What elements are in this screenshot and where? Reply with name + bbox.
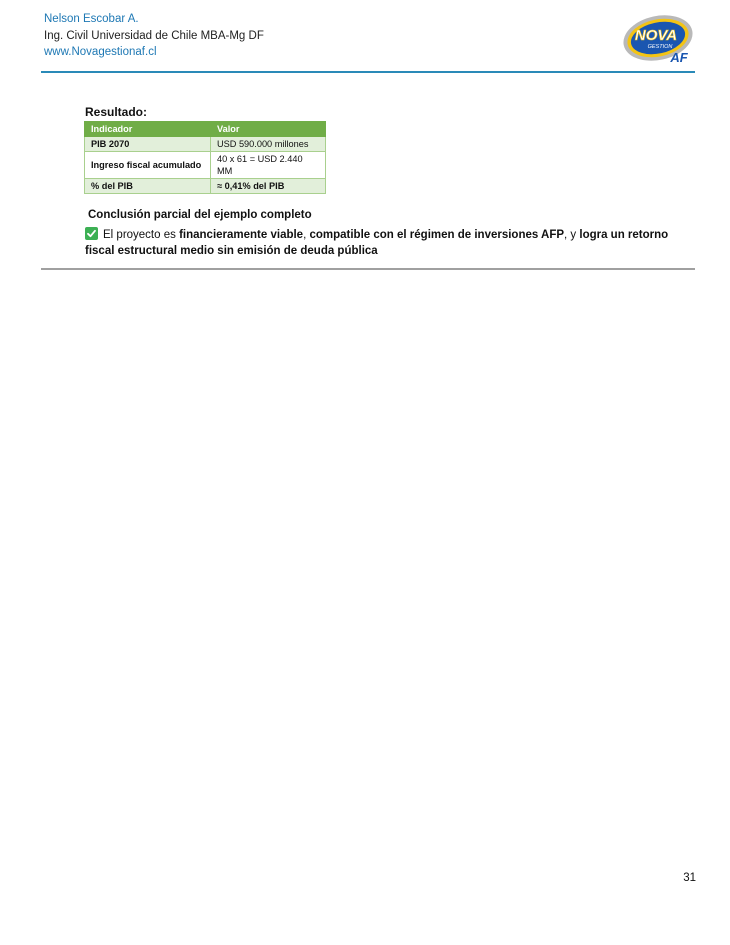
svg-text:NOVA: NOVA — [634, 27, 678, 44]
table-row — [85, 152, 326, 179]
conclusion-text: El proyecto es — [103, 229, 180, 241]
table-cell: 40 x 61 = USD 2.440 MM — [211, 152, 326, 179]
result-title: Resultado: — [85, 105, 148, 119]
table-cell: % del PIB — [85, 179, 211, 194]
svg-text:GESTION: GESTION — [647, 44, 673, 50]
table-header-row — [85, 122, 326, 137]
conclusion-emphasis: logra un retorno fiscal estructural medio sin emisión de deuda pública — [85, 229, 669, 257]
author-degree: Ing. Civil Universidad de Chile MBA-Mg DF — [44, 29, 264, 42]
checkmark-icon — [85, 227, 98, 240]
table-row — [85, 179, 326, 194]
conclusion-emphasis: compatible con el régimen de inversiones AFP — [309, 229, 565, 241]
table-row — [85, 137, 326, 152]
column-header: Indicador — [85, 122, 211, 137]
header-divider — [41, 71, 695, 73]
svg-text:AF: AF — [670, 50, 688, 65]
author-name: Nelson Escobar A. — [44, 13, 139, 25]
column-header: Valor — [211, 122, 326, 137]
result-table — [84, 121, 326, 194]
conclusion-title: Conclusión parcial del ejemplo completo — [88, 209, 312, 221]
section-divider — [41, 268, 695, 270]
table-cell: USD 590.000 millones — [211, 137, 326, 152]
conclusion-emphasis: financieramente viable — [179, 229, 304, 241]
page-number: 31 — [683, 872, 696, 884]
nova-gestion-logo — [622, 12, 696, 68]
website-link[interactable]: www.Novagestionaf.cl — [44, 46, 157, 58]
conclusion-text: , y — [564, 229, 580, 241]
table-cell: Ingreso fiscal acumulado — [85, 152, 211, 179]
conclusion-text: , — [303, 229, 310, 241]
table-cell: ≈ 0,41% del PIB — [211, 179, 326, 194]
page-header — [44, 11, 264, 61]
table-cell: PIB 2070 — [85, 137, 211, 152]
conclusion-paragraph — [85, 227, 685, 259]
